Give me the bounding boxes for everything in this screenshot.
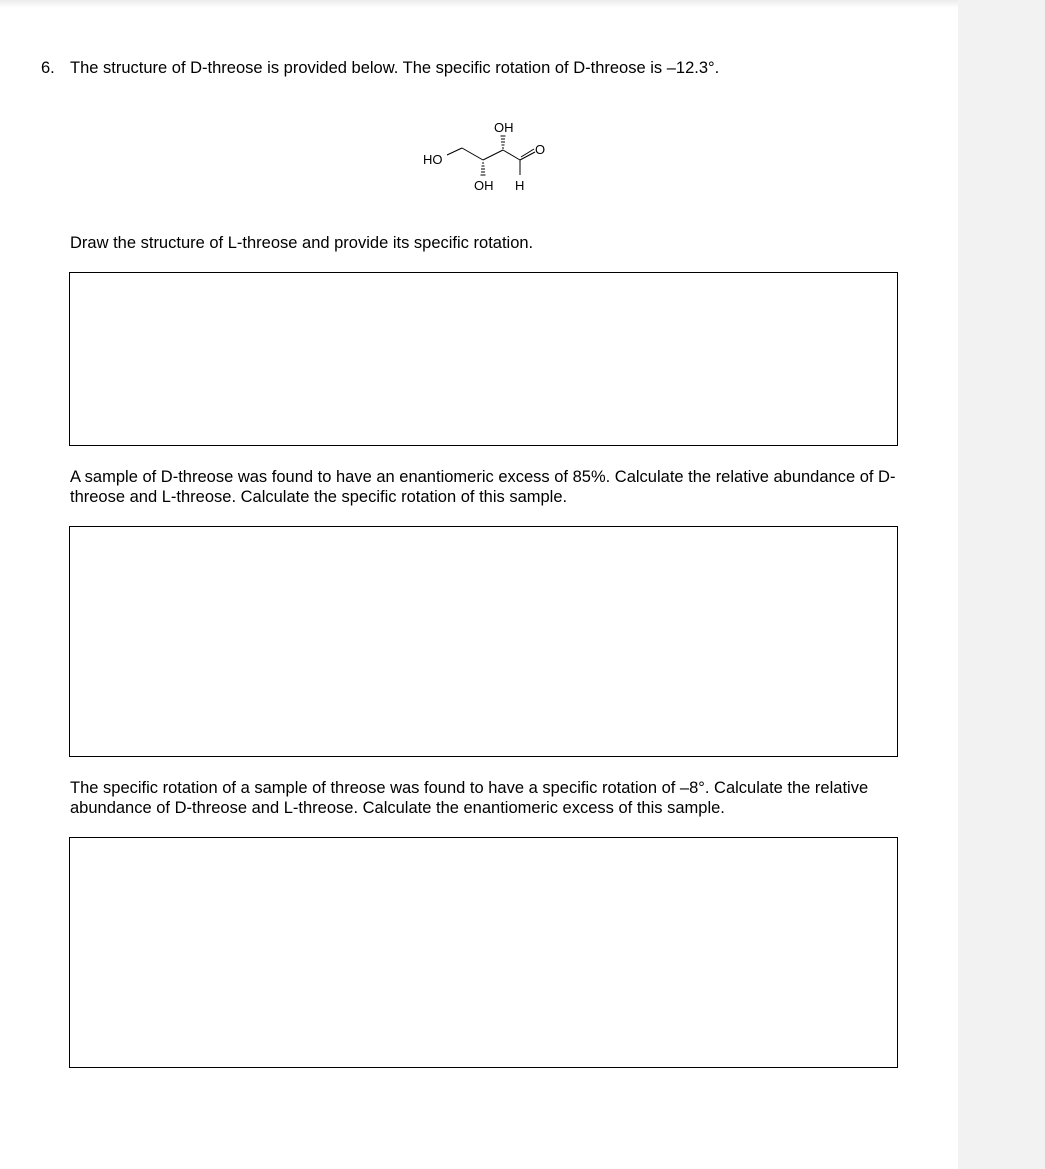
- label-oh-top: OH: [494, 120, 514, 135]
- part-b-prompt: A sample of D-threose was found to have an enantiomeric excess of 85%. Calculate the relative abundance of D-threose and L-threose. Calculate the specific rotation of this sample.: [70, 468, 896, 506]
- bond-2: [462, 148, 483, 160]
- bond-3: [483, 150, 503, 160]
- right-sidebar: [958, 0, 1045, 1169]
- part-c-prompt: The specific rotation of a sample of threose was found to have a specific rotation of –8°. Calculate the relative abundance of D-threose and L-threose. Calculate the enantiomeric excess of this sample.: [70, 779, 869, 817]
- hashed-wedge-bottom: [481, 163, 486, 175]
- part-a-prompt: Draw the structure of L-threose and provide its specific rotation.: [70, 234, 534, 252]
- d-threose-structure: [415, 112, 565, 197]
- answer-box-part-b[interactable]: [69, 526, 898, 757]
- label-oh-bottom: OH: [474, 178, 494, 193]
- label-h: H: [515, 178, 525, 193]
- answer-box-part-c[interactable]: [69, 837, 898, 1068]
- question-number: 6.: [41, 59, 55, 77]
- answer-box-part-a[interactable]: [69, 272, 898, 446]
- hashed-wedge-top: [501, 136, 506, 148]
- bond-1: [447, 148, 462, 155]
- bond-4: [503, 150, 520, 160]
- label-ho: HO: [423, 152, 443, 167]
- question-intro: The structure of D-threose is provided below. The specific rotation of D-threose is –12.3°.: [70, 59, 720, 77]
- label-o: O: [535, 142, 546, 157]
